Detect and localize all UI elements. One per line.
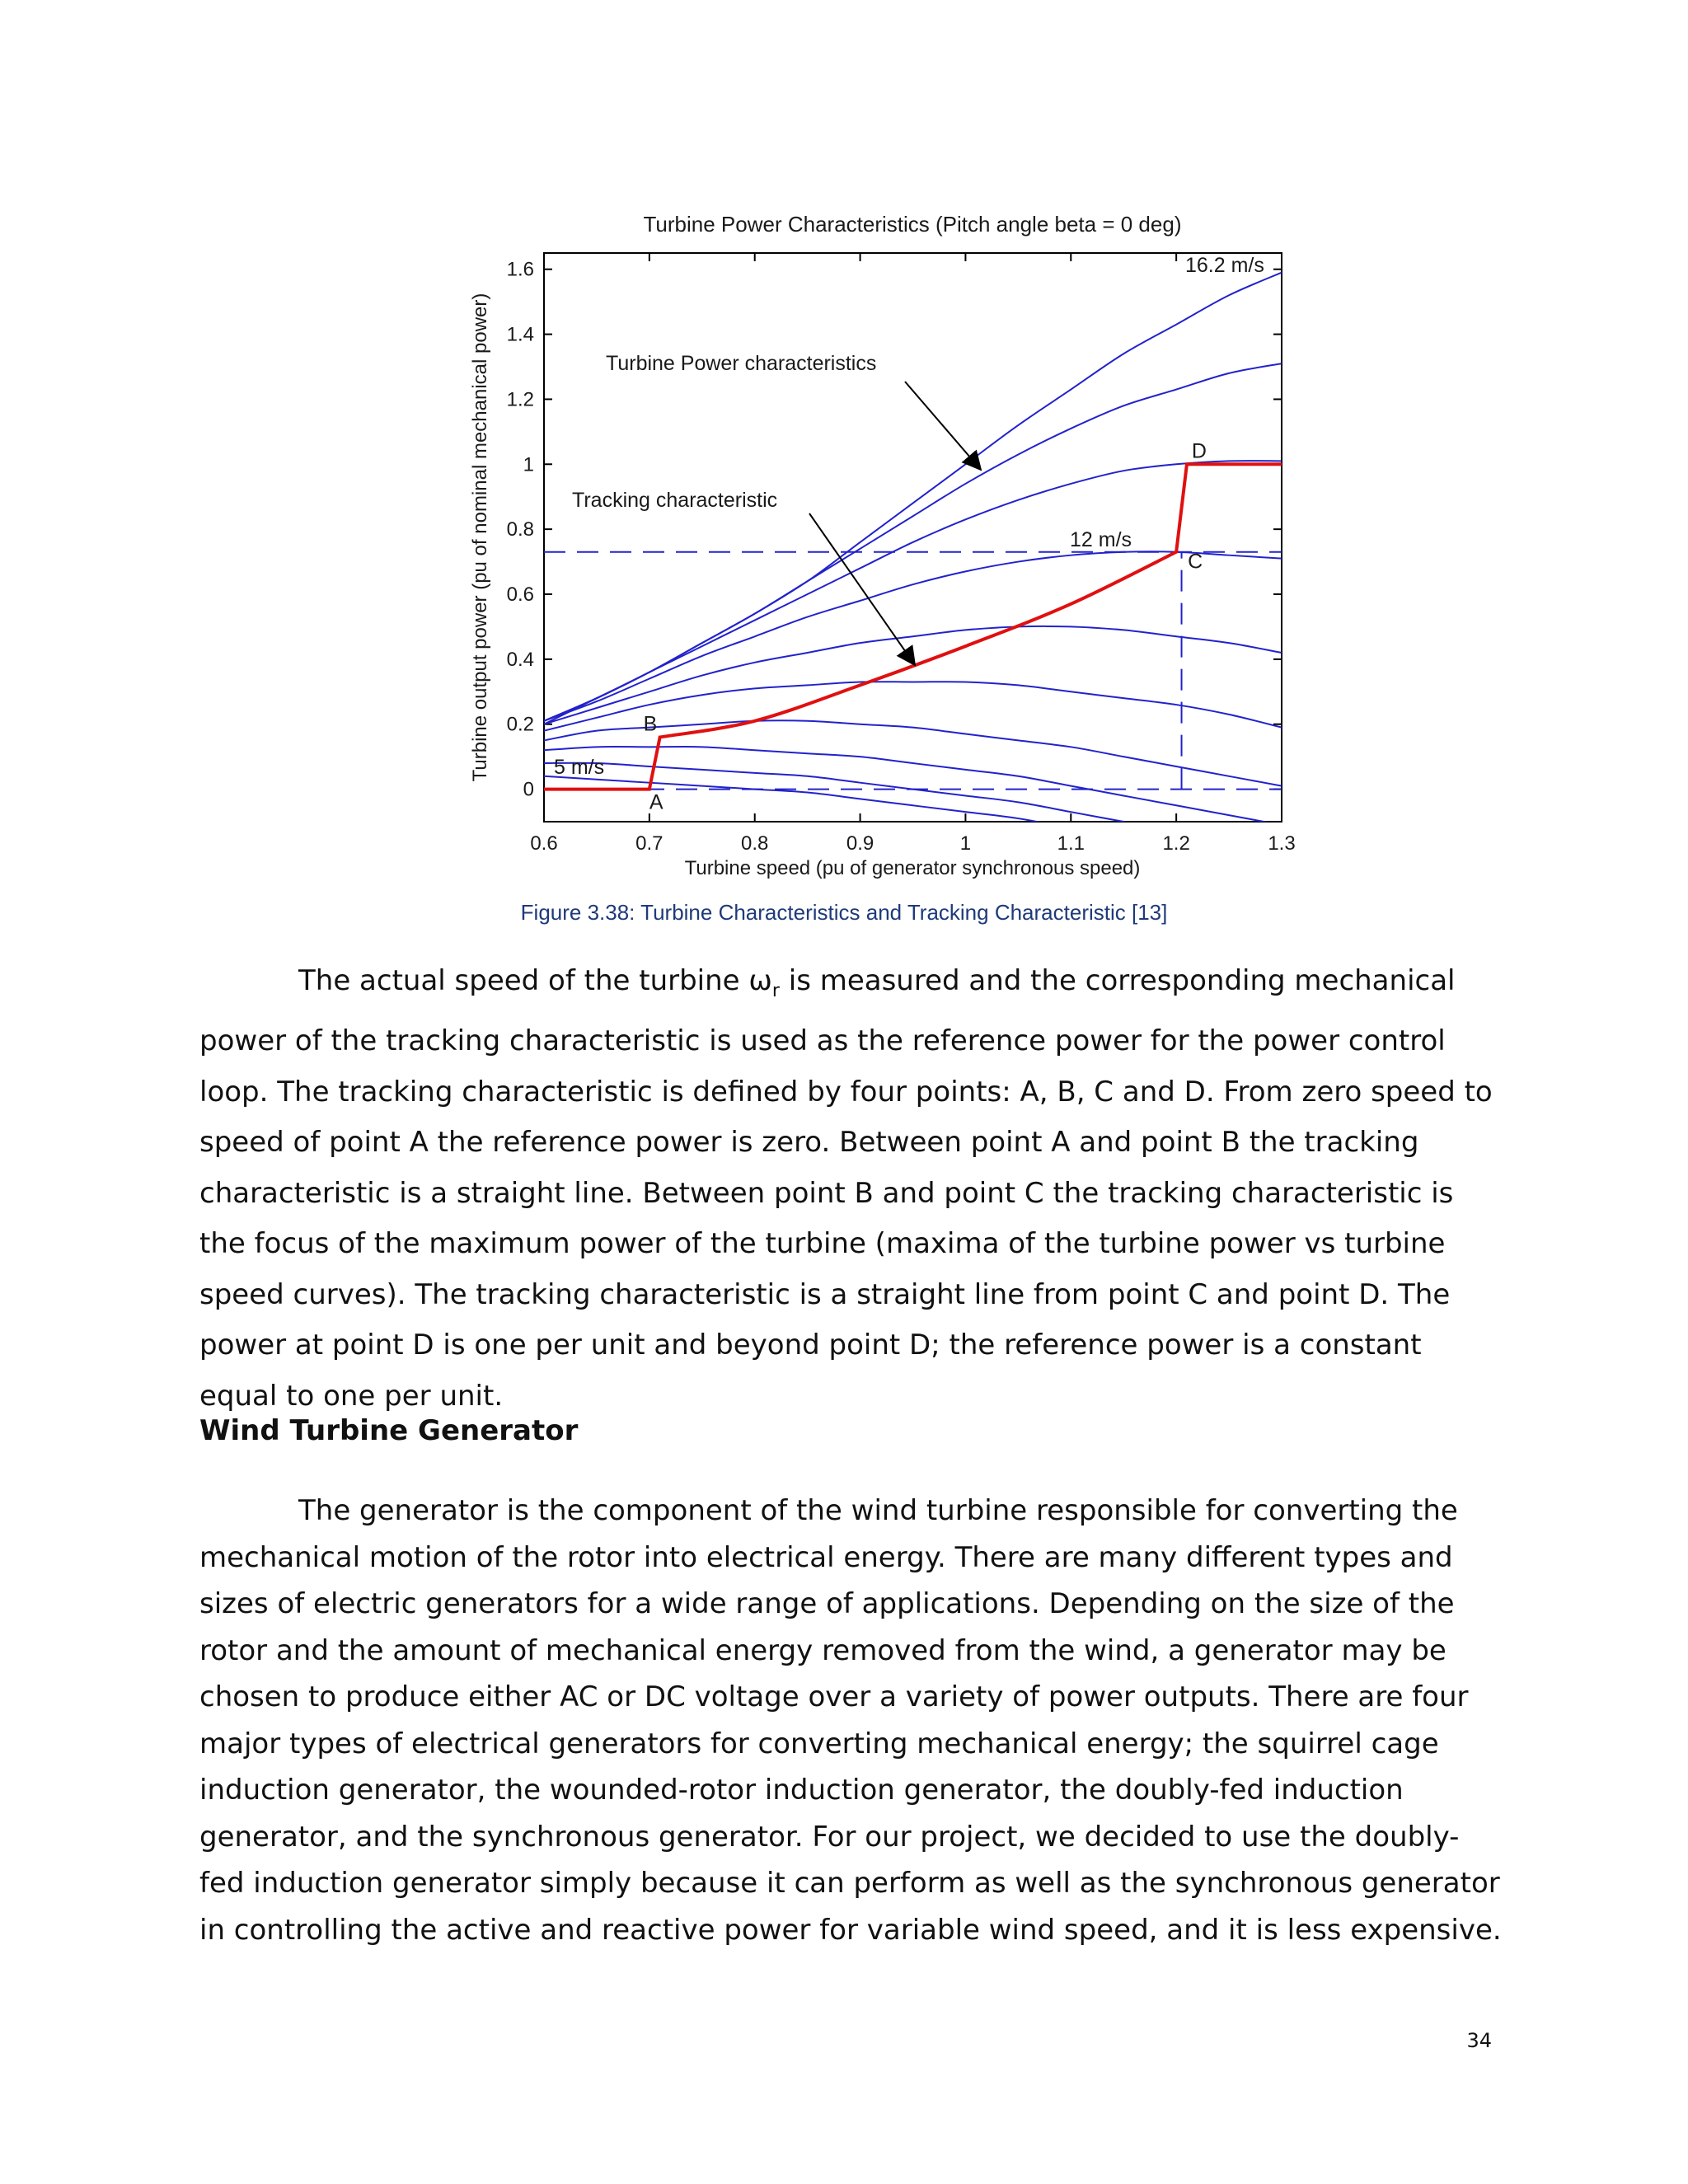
point-label-a: A — [649, 790, 663, 814]
y-tick-label: 0 — [523, 778, 534, 801]
y-tick-label: 1.6 — [506, 258, 534, 281]
y-tick-label: 1 — [523, 453, 534, 476]
y-tick-label: 0.8 — [506, 518, 534, 541]
curve-label-5: 5 m/s — [554, 756, 605, 779]
y-tick-label: 1.2 — [506, 388, 534, 411]
curve-label-12: 12 m/s — [1070, 528, 1132, 551]
annotation-turbine-power: Turbine Power characteristics — [606, 352, 877, 375]
figure-caption: Figure 3.38: Turbine Characteristics and Tracking Characteristic [13] — [520, 900, 1168, 925]
x-tick-label: 0.8 — [741, 832, 769, 855]
x-tick-label: 1.3 — [1268, 832, 1296, 855]
y-tick-label: 0.2 — [506, 713, 534, 736]
x-tick-label: 1.1 — [1057, 832, 1085, 855]
page-number: 34 — [1466, 2029, 1492, 2052]
x-axis-label: Turbine speed (pu of generator synchronous speed) — [684, 857, 1141, 879]
point-label-d: D — [1191, 439, 1207, 463]
p2-text: The generator is the component of the wind turbine responsible for converting the mechanical motion of the rotor into electrical energy. There are many different types and sizes of electric generators for a wide range of applications. Depending on the size of the rotor and the amount of mechanical energy removed from the wind, a generator may be chosen to produce either AC or DC voltage over a variety of power outputs. There are four major types of electrical generators for converting mechanical energy; the squirrel cage induction generator, the wounded-rotor induction generator, the doubly-fed induction generator, and the synchronous generator. For our project, we decided to use the doubly-fed induction generator simply because it can perform as well as the synchronous generator in controlling the active and reactive power for variable wind speed, and it is less expensive. — [199, 1494, 1502, 1947]
plot-frame — [544, 253, 1282, 822]
point-label-c: C — [1188, 550, 1203, 574]
x-tick-label: 0.7 — [635, 832, 663, 855]
x-tick-label: 0.9 — [846, 832, 874, 855]
p1-text-a: The actual speed of the turbine ω — [298, 964, 772, 997]
curve-label-16-2: 16.2 m/s — [1185, 254, 1264, 277]
body-paragraph-2 — [199, 1488, 1502, 1953]
x-tick-label: 1.2 — [1162, 832, 1190, 855]
point-label-b: B — [643, 712, 658, 736]
section-heading: Wind Turbine Generator — [199, 1414, 579, 1447]
annotation-tracking: Tracking characteristic — [572, 489, 778, 512]
body-paragraph-1 — [199, 956, 1502, 1422]
x-tick-label: 1 — [959, 832, 972, 855]
chart-title: Turbine Power Characteristics (Pitch angle beta = 0 deg) — [643, 212, 1182, 237]
y-tick-label: 0.4 — [506, 648, 534, 671]
y-axis-label: Turbine output power (pu of nominal mechanical power) — [469, 293, 491, 782]
turbine-power-chart — [453, 202, 1319, 894]
x-tick-label: 0.6 — [530, 832, 558, 855]
p1-text-b: is measured and the corresponding mechanical power of the tracking characteristic is used as the reference power for the power control loop. The tracking characteristic is defined by four points: A, B, C and D. From zero speed to speed of point A the reference power is zero. Between point A and point B the tracking characteristic is a straight line. Between point B and point C the tracking characteristic is the focus of the maximum power of the turbine (maxima of the turbine power vs turbine speed curves). The tracking characteristic is a straight line from point C and point D. The power at point D is one per unit and beyond point D; the reference power is a constant equal to one per unit. — [199, 964, 1493, 1413]
y-tick-label: 1.4 — [506, 323, 534, 346]
y-tick-label: 0.6 — [506, 583, 534, 606]
omega-subscript: r — [771, 980, 780, 1001]
